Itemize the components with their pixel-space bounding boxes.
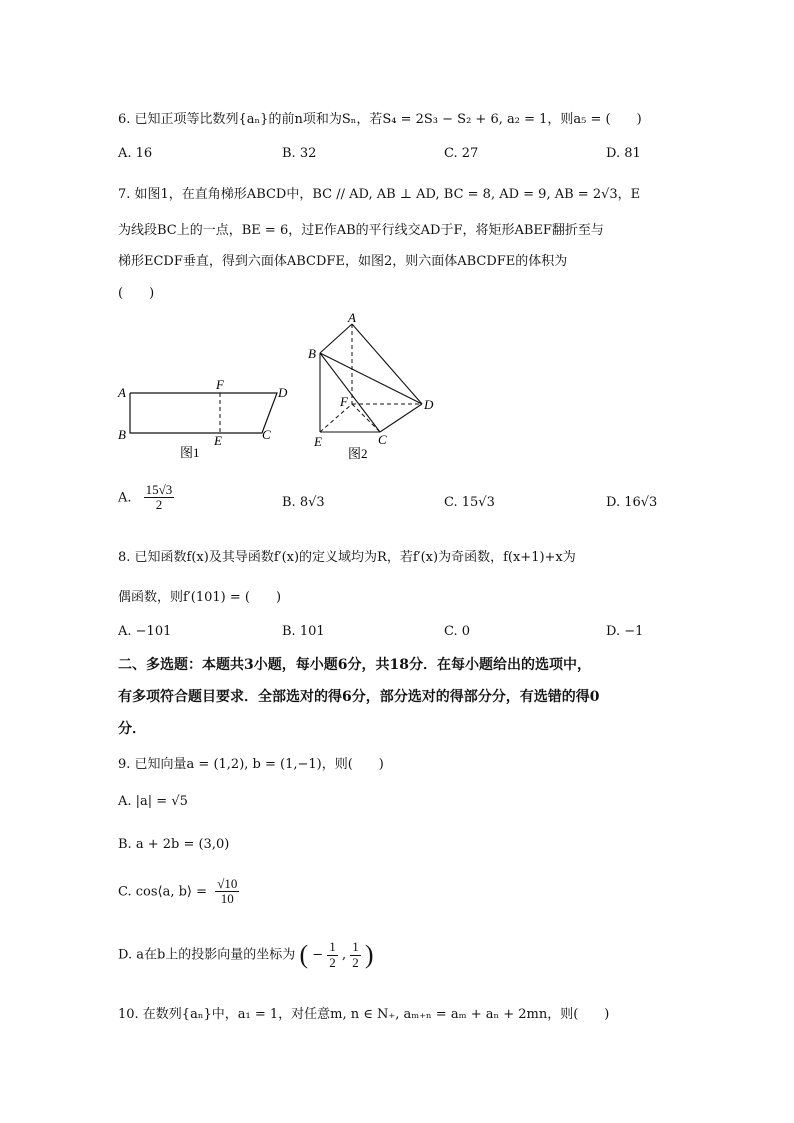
q9-option-d-fraction-1 (327, 940, 338, 970)
q7-stem-line3: 梯形ECDF垂直，得到六面体ABCDFE，如图2，则六面体ABCDFE的体积为 (118, 254, 568, 269)
q9-option-d-num-1: 1 (329, 939, 336, 955)
fig2-label-a: A (348, 310, 356, 325)
q7-stem-line4: ( ) (118, 286, 155, 301)
q10-stem: 10. 在数列{aₙ}中，a₁ = 1，对任意m, n ∈ N₊, aₘ₊ₙ = aₘ + aₙ + 2mn，则( ) (118, 1007, 610, 1022)
q9-stem: 9. 已知向量a = (1,2), b = (1,−1)，则( ) (118, 757, 384, 772)
fig1-label-d: D (278, 385, 288, 400)
q7-option-d: D. 16√3 (606, 495, 658, 510)
q6-option-c: C. 27 (444, 146, 479, 161)
section-2-heading-line3: 分． (118, 721, 146, 737)
fig1-label-f: F (216, 377, 224, 392)
q8-stem-line2: 偶函数，则f′(101) = ( ) (118, 590, 282, 605)
q9-option-a: A. |a| = √5 (118, 794, 188, 809)
fig1-caption: 图1 (180, 445, 200, 460)
fig2-label-c: C (378, 432, 387, 447)
fig1-label-c: C (262, 427, 271, 442)
q9-option-c (118, 877, 239, 907)
q9-option-d-den-1: 2 (329, 954, 336, 970)
q8-stem-line1: 8. 已知函数f(x)及其导函数f′(x)的定义域均为R，若f′(x)为奇函数，f(x+1)+x为 (118, 550, 576, 565)
q7-option-a (118, 483, 174, 513)
q9-option-d: D. a在b上的投影向量的坐标为 ( − $\frac{1}{2}$ , $\frac{1}{2}$ ) (118, 939, 374, 970)
figure-2-hexahedron (300, 308, 450, 460)
q7-stem-line1: 7. 如图1，在直角梯形ABCD中，BC // AD, AB ⊥ AD, BC = 8, AD = 9, AB = 2√3，E (118, 187, 641, 202)
fig1-label-e: E (214, 433, 222, 448)
q6-option-d: D. 81 (606, 146, 641, 161)
figure-1-trapezoid (112, 375, 292, 460)
trapezoid-outline (130, 393, 277, 433)
q7-option-a-denominator: 2 (155, 497, 163, 513)
q9-option-d-num-2: 1 (352, 939, 359, 955)
fig2-label-f: F (340, 394, 348, 409)
section-2-heading-line1: 二、多选题：本题共3小题，每小题6分，共18分．在每小题给出的选项中， (118, 657, 591, 673)
q9-option-d-fraction-2 (350, 940, 361, 970)
q7-option-b: B. 8√3 (282, 495, 325, 510)
q7-stem-line2: 为线段BC上的一点，BE = 6，过E作AB的平行线交AD于F，将矩形ABEF翻折至与 (118, 223, 604, 238)
q9-option-c-numerator: √10 (217, 876, 238, 891)
fig2-caption: 图2 (348, 446, 368, 460)
q7-option-a-fraction (144, 483, 175, 513)
q8-option-d: D. −1 (606, 624, 644, 639)
section-2-heading-line2: 有多项符合题目要求．全部选对的得6分，部分选对的得部分分，有选错的得0 (118, 689, 600, 705)
fig1-label-a: A (118, 385, 126, 400)
q6-option-a: A. 16 (118, 146, 153, 161)
fig1-label-b: B (118, 427, 126, 442)
q9-option-d-label: D. a在b上的投影向量的坐标为 (118, 947, 296, 963)
fig2-label-b: B (308, 346, 316, 361)
q9-option-c-fraction (215, 877, 239, 907)
q7-option-a-label: A. (118, 490, 132, 506)
q7-option-c: C. 15√3 (444, 495, 495, 510)
fig2-label-e: E (314, 434, 322, 449)
q6-stem: 6. 已知正项等比数列{aₙ}的前n项和为Sₙ，若S₄ = 2S₃ − S₂ + 6, a₂ = 1，则a₅ = ( ) (118, 112, 642, 127)
q7-option-a-numerator: 15√3 (145, 482, 173, 497)
q9-option-c-label: C. cos⟨a, b⟩ = (118, 884, 208, 900)
q8-option-a: A. −101 (118, 624, 172, 639)
q9-option-d-den-2: 2 (352, 954, 359, 970)
q9-option-c-denominator: 10 (220, 891, 234, 907)
q6-option-b: B. 32 (282, 146, 317, 161)
q9-option-b: B. a + 2b = (3,0) (118, 837, 230, 852)
q8-option-b: B. 101 (282, 624, 325, 639)
fig2-label-d: D (424, 397, 434, 412)
q8-option-c: C. 0 (444, 624, 471, 639)
